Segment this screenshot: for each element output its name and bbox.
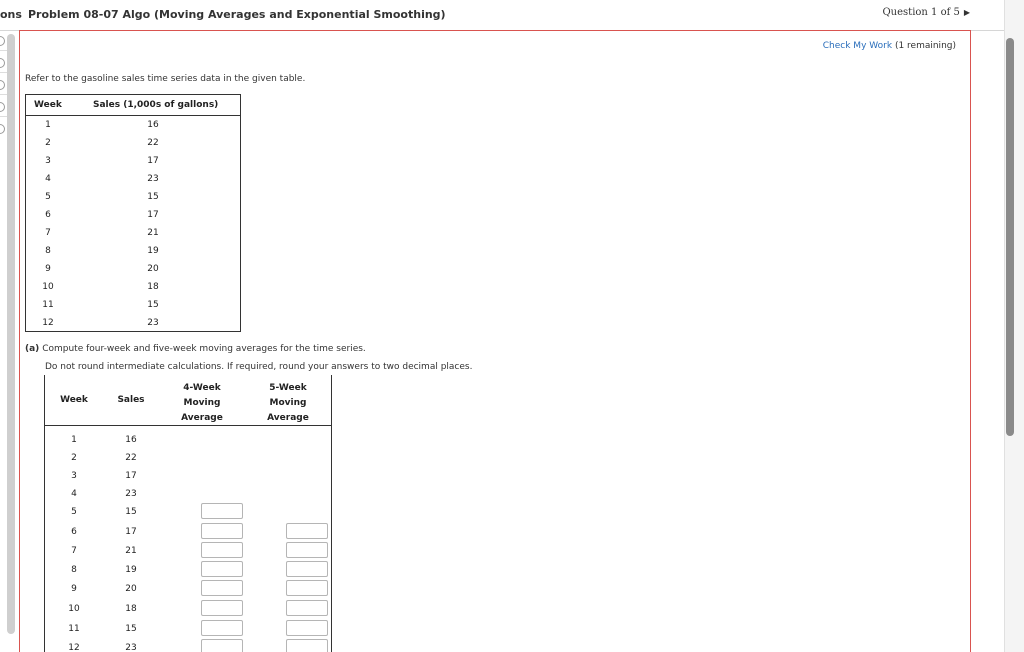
part-label: (a) — [25, 344, 40, 354]
cell-week: 8 — [71, 565, 77, 575]
cell-week: 4 — [71, 489, 77, 499]
cell-week: 9 — [45, 264, 51, 274]
cell-week: 9 — [71, 584, 77, 594]
five-week-average-input[interactable] — [286, 542, 328, 558]
cell-week: 10 — [68, 604, 80, 614]
table-row — [45, 502, 331, 521]
cell-week: 3 — [71, 471, 77, 481]
question-counter: Question 1 of 5 — [882, 7, 960, 18]
header-sales: Sales (1,000s of gallons) — [93, 100, 219, 110]
table-row — [26, 170, 240, 188]
header-line: Moving — [183, 398, 221, 408]
cell-week: 1 — [45, 120, 51, 130]
table-row — [26, 278, 240, 296]
moving-average-table — [44, 375, 332, 652]
cell-sales: 17 — [125, 527, 137, 537]
cell-week: 11 — [68, 624, 80, 634]
attempts-remaining: (1 remaining) — [894, 41, 956, 51]
table-header — [26, 95, 240, 116]
question-status-dot[interactable] — [0, 58, 5, 68]
header-4-week-moving-average — [179, 381, 225, 426]
header-line: Average — [181, 413, 223, 423]
cell-sales: 15 — [125, 624, 137, 634]
table-row — [26, 206, 240, 224]
cell-sales: 18 — [147, 282, 159, 292]
table-row — [45, 619, 331, 638]
cell-sales: 21 — [125, 546, 137, 556]
four-week-average-input[interactable] — [201, 542, 243, 558]
table-header — [45, 375, 331, 426]
table-row — [45, 448, 331, 467]
table-row — [26, 314, 240, 332]
sidebar-title-fragment: ons — [0, 8, 22, 21]
cell-week: 8 — [45, 246, 51, 256]
cell-sales: 15 — [125, 507, 137, 517]
table-row — [45, 638, 331, 652]
scrollbar-thumb[interactable] — [1006, 38, 1014, 436]
header-line: 4-Week — [183, 383, 221, 393]
cell-week: 3 — [45, 156, 51, 166]
four-week-average-input[interactable] — [201, 580, 243, 596]
question-status-dot[interactable] — [0, 36, 5, 46]
cell-sales: 22 — [125, 453, 137, 463]
cell-week: 12 — [42, 318, 54, 328]
question-status-dot[interactable] — [0, 102, 5, 112]
question-panel — [19, 30, 971, 652]
table-row — [45, 522, 331, 541]
table-row — [45, 599, 331, 618]
table-row — [26, 224, 240, 242]
cell-sales: 17 — [147, 210, 159, 220]
four-week-average-input[interactable] — [201, 620, 243, 636]
cell-week: 10 — [42, 282, 54, 292]
cell-sales: 19 — [147, 246, 159, 256]
table-row — [26, 260, 240, 278]
table-row — [26, 116, 240, 134]
table-row — [45, 579, 331, 598]
cell-week: 12 — [68, 643, 80, 652]
cell-sales: 23 — [147, 318, 159, 328]
cell-week: 7 — [45, 228, 51, 238]
cell-week: 5 — [71, 507, 77, 517]
header-week: Week — [60, 395, 88, 405]
cell-sales: 23 — [125, 489, 137, 499]
table-row — [26, 296, 240, 314]
table-row — [26, 134, 240, 152]
page-scrollbar[interactable] — [1004, 0, 1024, 652]
cell-sales: 17 — [125, 471, 137, 481]
five-week-average-input[interactable] — [286, 580, 328, 596]
problem-header — [0, 0, 1004, 31]
cell-sales: 20 — [125, 584, 137, 594]
part-a-prompt — [25, 344, 366, 354]
part-a-text: Compute four-week and five-week moving averages for the time series. — [42, 344, 366, 354]
table-row — [26, 242, 240, 260]
question-nav[interactable] — [882, 7, 970, 18]
header-sales: Sales — [117, 395, 145, 405]
cell-week: 11 — [42, 300, 54, 310]
sales-data-table — [25, 94, 241, 332]
four-week-average-input[interactable] — [201, 503, 243, 519]
cell-week: 2 — [71, 453, 77, 463]
header-5-week-moving-average — [265, 381, 311, 426]
cell-sales: 23 — [125, 643, 137, 652]
question-status-dot[interactable] — [0, 80, 5, 90]
cell-week: 6 — [45, 210, 51, 220]
cell-week: 1 — [71, 435, 77, 445]
rail-scrollbar[interactable] — [7, 34, 15, 634]
table-body — [26, 116, 240, 332]
table-row — [26, 188, 240, 206]
header-line: Average — [267, 413, 309, 423]
intro-text: Refer to the gasoline sales time series data in the given table. — [25, 74, 306, 84]
cell-sales: 23 — [147, 174, 159, 184]
cell-sales: 15 — [147, 192, 159, 202]
five-week-average-input[interactable] — [286, 600, 328, 616]
check-my-work — [823, 41, 956, 51]
table-row — [45, 430, 331, 449]
header-line: 5-Week — [269, 383, 307, 393]
four-week-average-input[interactable] — [201, 639, 243, 652]
cell-week: 2 — [45, 138, 51, 148]
four-week-average-input[interactable] — [201, 561, 243, 577]
cell-sales: 18 — [125, 604, 137, 614]
cell-sales: 21 — [147, 228, 159, 238]
cell-week: 4 — [45, 174, 51, 184]
check-my-work-link[interactable]: Check My Work — [822, 41, 893, 51]
table-row — [45, 560, 331, 579]
table-row — [45, 541, 331, 560]
five-week-average-input[interactable] — [286, 620, 328, 636]
table-row — [45, 466, 331, 485]
question-status-dot[interactable] — [0, 124, 5, 134]
five-week-average-input[interactable] — [286, 561, 328, 577]
five-week-average-input[interactable] — [286, 523, 328, 539]
four-week-average-input[interactable] — [201, 523, 243, 539]
cell-sales: 16 — [125, 435, 137, 445]
cell-sales: 20 — [147, 264, 159, 274]
cell-sales: 15 — [147, 300, 159, 310]
cell-sales: 17 — [147, 156, 159, 166]
table-row — [26, 152, 240, 170]
cell-week: 5 — [45, 192, 51, 202]
table-row — [45, 484, 331, 503]
four-week-average-input[interactable] — [201, 600, 243, 616]
cell-sales: 19 — [125, 565, 137, 575]
rounding-note: Do not round intermediate calculations. If required, round your answers to two decimal places. — [45, 362, 473, 372]
cell-sales: 16 — [147, 120, 159, 130]
problem-title: Problem 08-07 Algo (Moving Averages and Exponential Smoothing) — [28, 8, 446, 21]
cell-sales: 22 — [147, 138, 159, 148]
cell-week: 6 — [71, 527, 77, 537]
header-line: Moving — [269, 398, 307, 408]
header-week: Week — [34, 100, 62, 110]
five-week-average-input[interactable] — [286, 639, 328, 652]
cell-week: 7 — [71, 546, 77, 556]
caret-right-icon[interactable]: ▶ — [963, 8, 970, 17]
